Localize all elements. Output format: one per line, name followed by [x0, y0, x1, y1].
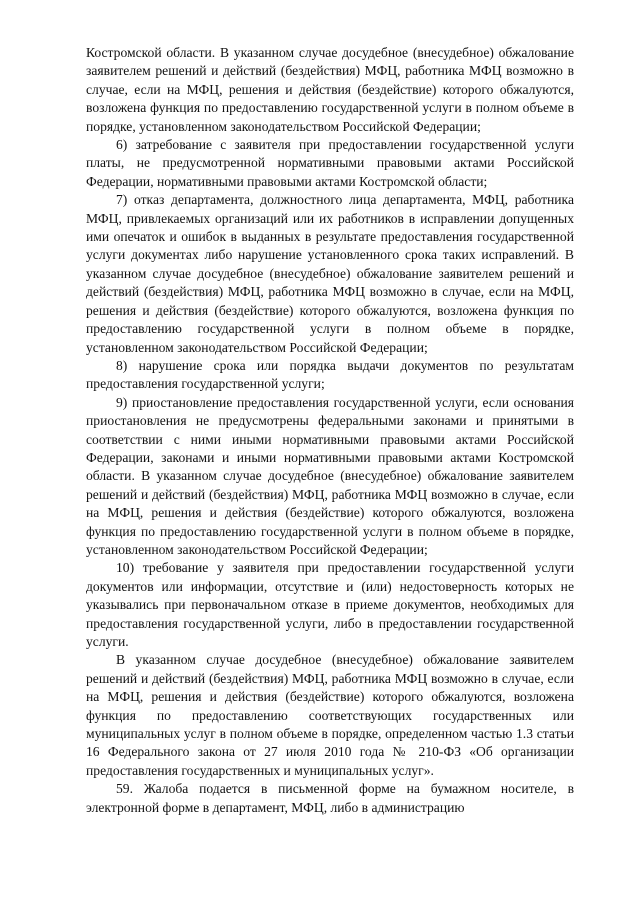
- paragraph-continuation: Костромской области. В указанном случае досудебное (внесудебное) обжалование заявителем решений и действий (бездействия) МФЦ, работника МФЦ возможно в случае, если на МФЦ, решения и действия (бездействие) которого обжалуются, возложена функция по предоставлению государственной услуги в полном объеме в порядке, установленном законодательством Российской Федерации;: [86, 45, 574, 134]
- paragraph-item-59: 59. Жалоба подается в письменной форме на бумажном носителе, в электронной форме в департамент, МФЦ, либо в администрацию: [86, 781, 574, 815]
- paragraph-mfc-appeal: В указанном случае досудебное (внесудебное) обжалование заявителем решений и действий (бездействия) МФЦ, работника МФЦ возможно в случае, если на МФЦ, решения и действия (бездействие) которого обжалуются, возложена функция по предоставлению соответствующих государственных или муниципальных услуг в полном объеме в порядке, определенном частью 1.3 статьи 16 Федерального закона от 27 июля 2010 года № 210-ФЗ «Об организации предоставления государственных и муниципальных услуг».: [86, 652, 574, 778]
- paragraph-item-9: 9) приостановление предоставления государственной услуги, если основания приостановления не предусмотрены федеральными законами и принятыми в соответствии с ними иными нормативными правовыми актами Российской Федерации, законами и иными нормативными правовыми актами Костромской области. В указанном случае досудебное (внесудебное) обжалование заявителем решений и действий (бездействия) МФЦ, работника МФЦ возможно в случае, если на МФЦ, решения и действия (бездействие) которого обжалуются, возложена функция по предоставлению государственной услуги в полном объеме в порядке, установленном законодательством Российской Федерации;: [86, 394, 574, 557]
- paragraph-item-7: 7) отказ департамента, должностного лица департамента, МФЦ, работника МФЦ, привлекаемых организаций или их работников в исправлении допущенных ими опечаток и ошибок в выданных в результате предоставления государственной услуги документах либо нарушение установленного срока таких исправлений. В указанном случае досудебное (внесудебное) обжалование заявителем решений и действий (бездействия) МФЦ, работника МФЦ возможно в случае, если на МФЦ, решения и действия (бездействие) которого обжалуются, возложена функция по предоставлению государственной услуги в полном объеме в порядке, установленном законодательством Российской Федерации;: [86, 192, 574, 355]
- paragraph-item-8: 8) нарушение срока или порядка выдачи документов по результатам предоставления государственной услуги;: [86, 357, 574, 392]
- paragraph-item-6: 6) затребование с заявителя при предоставлении государственной услуги платы, не предусмотренной нормативными правовыми актами Российской Федерации, нормативными правовыми актами Костромской области;: [86, 137, 574, 189]
- paragraph-item-10: 10) требование у заявителя при предоставлении государственной услуги документов или информации, отсутствие и (или) недостоверность которых не указывались при первоначальном отказе в приеме документов, необходимых для предоставления государственной услуги, либо в предоставлении государственной услуги.: [86, 560, 574, 649]
